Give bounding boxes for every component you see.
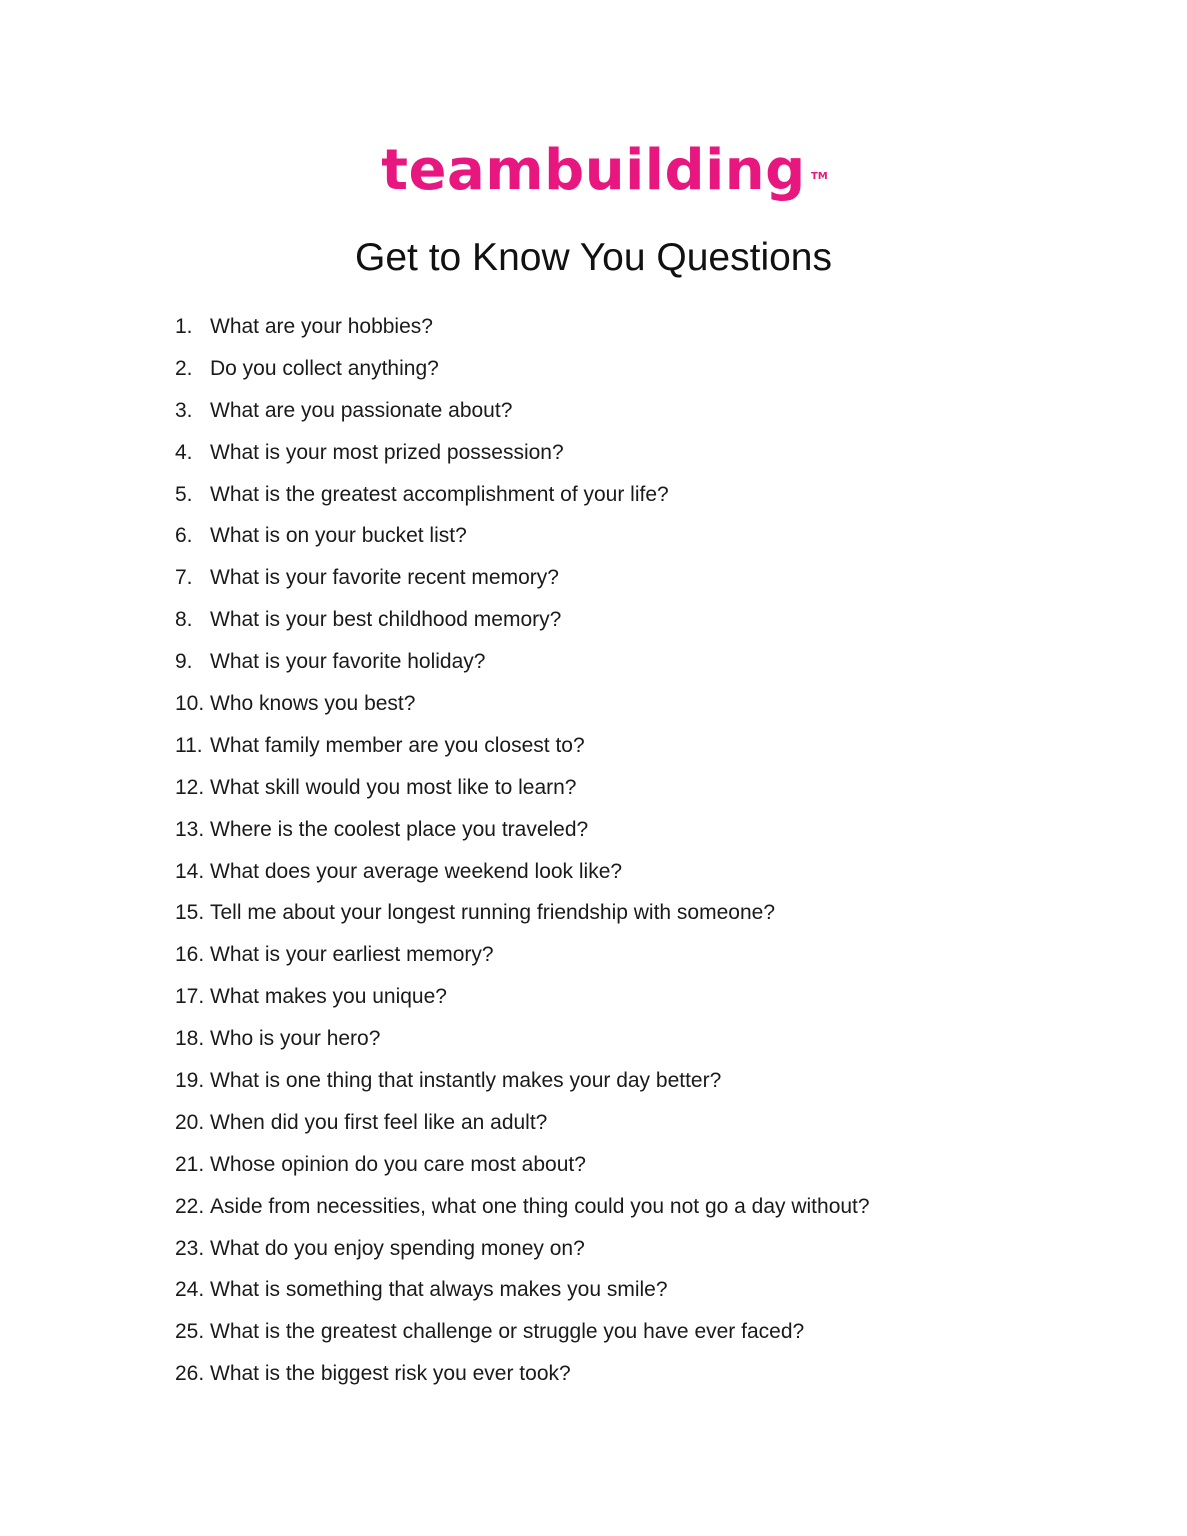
question-text: Tell me about your longest running friendship with someone? bbox=[210, 901, 776, 925]
question-text: What do you enjoy spending money on? bbox=[210, 1236, 585, 1260]
question-text: What is the greatest accomplishment of your life? bbox=[210, 482, 669, 506]
question-number: 24. bbox=[175, 1278, 205, 1302]
question-number: 9. bbox=[175, 650, 193, 674]
list-item bbox=[175, 474, 870, 516]
list-item bbox=[175, 348, 870, 390]
list-item bbox=[175, 1186, 870, 1228]
question-number: 10. bbox=[175, 691, 205, 715]
list-item bbox=[175, 1311, 870, 1353]
question-number: 13. bbox=[175, 817, 205, 841]
list-item bbox=[175, 599, 870, 641]
question-text: What is one thing that instantly makes your day better? bbox=[210, 1068, 722, 1092]
question-text: What makes you unique? bbox=[210, 985, 447, 1009]
brand-logo bbox=[0, 133, 1187, 213]
question-number: 19. bbox=[175, 1068, 205, 1092]
question-text: What is your best childhood memory? bbox=[210, 608, 562, 632]
question-number: 6. bbox=[175, 524, 193, 548]
question-text: What skill would you most like to learn? bbox=[210, 775, 577, 799]
question-number: 2. bbox=[175, 356, 193, 380]
question-number: 12. bbox=[175, 775, 205, 799]
logo-text: teambuilding bbox=[381, 138, 806, 203]
list-item bbox=[175, 809, 870, 851]
question-number: 15. bbox=[175, 901, 205, 925]
list-item bbox=[175, 1060, 870, 1102]
question-number: 8. bbox=[175, 608, 193, 632]
question-text: Do you collect anything? bbox=[210, 356, 439, 380]
question-number: 4. bbox=[175, 440, 193, 464]
question-text: When did you first feel like an adult? bbox=[210, 1110, 548, 1134]
list-item bbox=[175, 390, 870, 432]
question-number: 7. bbox=[175, 566, 193, 590]
list-item bbox=[175, 851, 870, 893]
question-text: What are your hobbies? bbox=[210, 314, 433, 338]
list-item bbox=[175, 1269, 870, 1311]
question-text: What are you passionate about? bbox=[210, 398, 513, 422]
question-number: 1. bbox=[175, 314, 193, 338]
list-item bbox=[175, 432, 870, 474]
list-item bbox=[175, 976, 870, 1018]
list-item bbox=[175, 641, 870, 683]
page-title: Get to Know You Questions bbox=[355, 236, 832, 279]
question-text: What is the greatest challenge or struggle you have ever faced? bbox=[210, 1320, 805, 1344]
question-text: Aside from necessities, what one thing could you not go a day without? bbox=[210, 1194, 870, 1218]
question-number: 18. bbox=[175, 1027, 205, 1051]
list-item bbox=[175, 683, 870, 725]
question-text: What is your earliest memory? bbox=[210, 943, 494, 967]
question-text: What is your favorite recent memory? bbox=[210, 566, 559, 590]
list-item bbox=[175, 306, 870, 348]
list-item bbox=[175, 1144, 870, 1186]
list-item bbox=[175, 557, 870, 599]
question-number: 3. bbox=[175, 398, 193, 422]
list-item bbox=[175, 1018, 870, 1060]
question-number: 5. bbox=[175, 482, 193, 506]
question-number: 14. bbox=[175, 859, 205, 883]
list-item bbox=[175, 934, 870, 976]
question-number: 22. bbox=[175, 1194, 205, 1218]
question-text: What is your favorite holiday? bbox=[210, 650, 486, 674]
question-number: 26. bbox=[175, 1362, 205, 1386]
question-list bbox=[175, 306, 870, 1395]
question-number: 21. bbox=[175, 1152, 205, 1176]
question-text: What family member are you closest to? bbox=[210, 733, 585, 757]
question-text: Whose opinion do you care most about? bbox=[210, 1152, 586, 1176]
list-item bbox=[175, 892, 870, 934]
question-text: What does your average weekend look like? bbox=[210, 859, 623, 883]
question-number: 25. bbox=[175, 1320, 205, 1344]
question-text: Where is the coolest place you traveled? bbox=[210, 817, 589, 841]
list-item bbox=[175, 767, 870, 809]
question-number: 17. bbox=[175, 985, 205, 1009]
list-item bbox=[175, 515, 870, 557]
question-number: 20. bbox=[175, 1110, 205, 1134]
question-number: 11. bbox=[175, 733, 203, 757]
list-item bbox=[175, 1102, 870, 1144]
question-text: What is the biggest risk you ever took? bbox=[210, 1362, 571, 1386]
question-number: 16. bbox=[175, 943, 205, 967]
question-number: 23. bbox=[175, 1236, 205, 1260]
question-text: Who is your hero? bbox=[210, 1027, 381, 1051]
list-item bbox=[175, 725, 870, 767]
list-item bbox=[175, 1353, 870, 1395]
logo-wordmark bbox=[381, 133, 828, 209]
question-text: What is something that always makes you smile? bbox=[210, 1278, 668, 1302]
list-item bbox=[175, 1228, 870, 1270]
question-text: What is your most prized possession? bbox=[210, 440, 564, 464]
question-text: What is on your bucket list? bbox=[210, 524, 467, 548]
trademark-mark: TM bbox=[810, 171, 828, 182]
question-text: Who knows you best? bbox=[210, 691, 416, 715]
